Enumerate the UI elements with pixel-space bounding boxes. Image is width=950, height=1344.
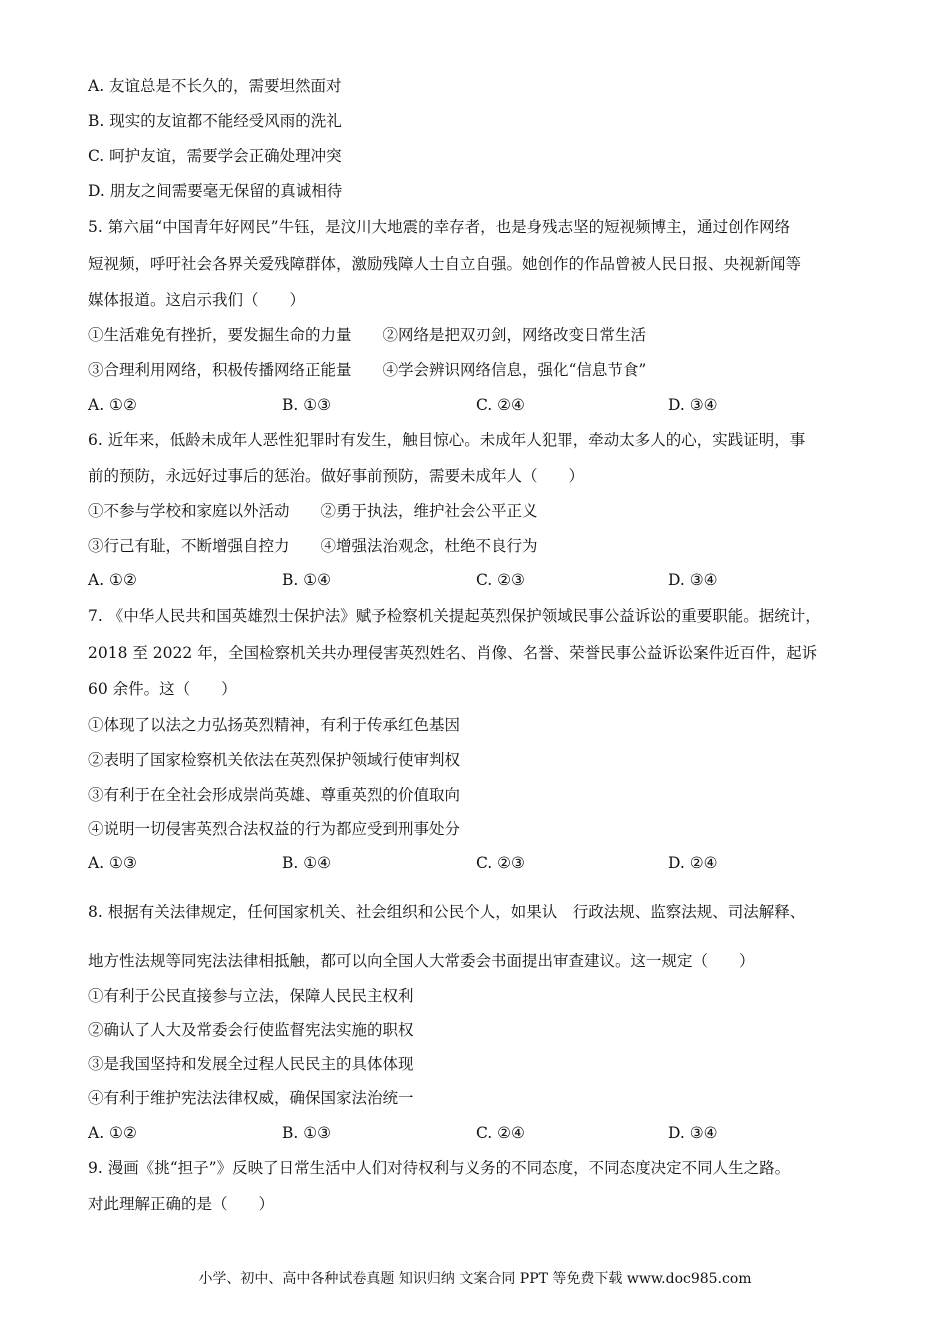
q8-item-3: ③是我国坚持和发展全过程人民民主的具体体现	[88, 1055, 414, 1073]
q6-choice-d: D. ③④	[668, 571, 718, 589]
q7-choice-a: A. ①③	[88, 854, 137, 872]
q5-item-line-1: ①生活难免有挫折，要发掘生命的力量 ②网络是把双刃剑，网络改变日常生活	[88, 326, 647, 344]
q6-choice-b: B. ①④	[282, 571, 332, 589]
q6-choice-c: C. ②③	[476, 571, 525, 589]
q5-item-line-2: ③合理利用网络，积极传播网络正能量 ④学会辨识网络信息，强化“信息节食”	[88, 361, 647, 379]
q8-item-2: ②确认了人大及常委会行使监督宪法实施的职权	[88, 1021, 414, 1039]
q8-stem-line-1: 8. 根据有关法律规定，任何国家机关、社会组织和公民个人，如果认 行政法规、监察法规、司法解释、	[88, 903, 806, 921]
q5-stem-line-2: 短视频，呼吁社会各界关爱残障群体，激励残障人士自立自强。她创作的作品曾被人民日报、央视新闻等	[88, 255, 802, 273]
q5-stem-line-3: 媒体报道。这启示我们（ ）	[88, 291, 306, 309]
q6-stem-line-1: 6. 近年来，低龄未成年人恶性犯罪时有发生，触目惊心。未成年人犯罪，牵动太多人的心，实践证明，事	[88, 431, 806, 449]
q4-option-c: C. 呵护友谊，需要学会正确处理冲突	[88, 147, 342, 165]
q7-stem-line-2: 2018 至 2022 年，全国检察机关共办理侵害英烈姓名、肖像、名誉、荣誉民事公益诉讼案件近百件，起诉	[88, 644, 818, 662]
q7-item-4: ④说明一切侵害英烈合法权益的行为都应受到刑事处分	[88, 820, 461, 838]
q7-stem-line-1: 7. 《中华人民共和国英雄烈士保护法》赋予检察机关提起英烈保护领域民事公益诉讼的重要职能。据统计，	[88, 607, 821, 625]
q4-option-b: B. 现实的友谊都不能经受风雨的洗礼	[88, 112, 342, 130]
q6-choice-a: A. ①②	[88, 571, 137, 589]
q8-choice-d: D. ③④	[668, 1124, 718, 1142]
q7-item-3: ③有利于在全社会形成崇尚英雄、尊重英烈的价值取向	[88, 786, 461, 804]
q5-choice-b: B. ①③	[282, 396, 332, 414]
q5-stem-line-1: 5. 第六届“中国青年好网民”牛钰，是汶川大地震的幸存者，也是身残志坚的短视频博主，通过创作网络	[88, 218, 791, 236]
q7-choice-b: B. ①④	[282, 854, 332, 872]
page-footer: 小学、初中、高中各种试卷真题 知识归纳 文案合同 PPT 等免费下载 www.doc985.com	[198, 1271, 752, 1287]
q4-option-d: D. 朋友之间需要毫无保留的真诚相待	[88, 182, 343, 200]
q5-choice-a: A. ①②	[88, 396, 137, 414]
q9-stem-line-2: 对此理解正确的是（ ）	[88, 1195, 275, 1213]
q8-stem-line-2: 地方性法规等同宪法法律相抵触，都可以向全国人大常委会书面提出审查建议。这一规定（ ）	[88, 952, 755, 970]
q7-choice-d: D. ②④	[668, 854, 718, 872]
q8-item-4: ④有利于维护宪法法律权威，确保国家法治统一	[88, 1089, 414, 1107]
q7-choice-c: C. ②③	[476, 854, 525, 872]
q6-stem-line-2: 前的预防，永远好过事后的惩治。做好事前预防，需要未成年人（ ）	[88, 467, 585, 485]
q8-choice-a: A. ①②	[88, 1124, 137, 1142]
q8-choice-c: C. ②④	[476, 1124, 525, 1142]
q5-choice-c: C. ②④	[476, 396, 525, 414]
q9-stem-line-1: 9. 漫画《挑“担子”》反映了日常生活中人们对待权利与义务的不同态度，不同态度决定不同人生之路。	[88, 1159, 791, 1177]
q5-choice-d: D. ③④	[668, 396, 718, 414]
q8-item-1: ①有利于公民直接参与立法，保障人民民主权利	[88, 987, 414, 1005]
q6-item-line-2: ③行己有耻，不断增强自控力 ④增强法治观念，杜绝不良行为	[88, 537, 538, 555]
q7-item-1: ①体现了以法之力弘扬英烈精神，有利于传承红色基因	[88, 716, 461, 734]
q8-choice-b: B. ①③	[282, 1124, 332, 1142]
q6-item-line-1: ①不参与学校和家庭以外活动 ②勇于执法，维护社会公平正义	[88, 502, 538, 520]
q7-stem-line-3: 60 余件。这（ ）	[88, 680, 237, 698]
q7-item-2: ②表明了国家检察机关依法在英烈保护领域行使审判权	[88, 751, 461, 769]
q4-option-a: A. 友谊总是不长久的，需要坦然面对	[88, 77, 342, 95]
